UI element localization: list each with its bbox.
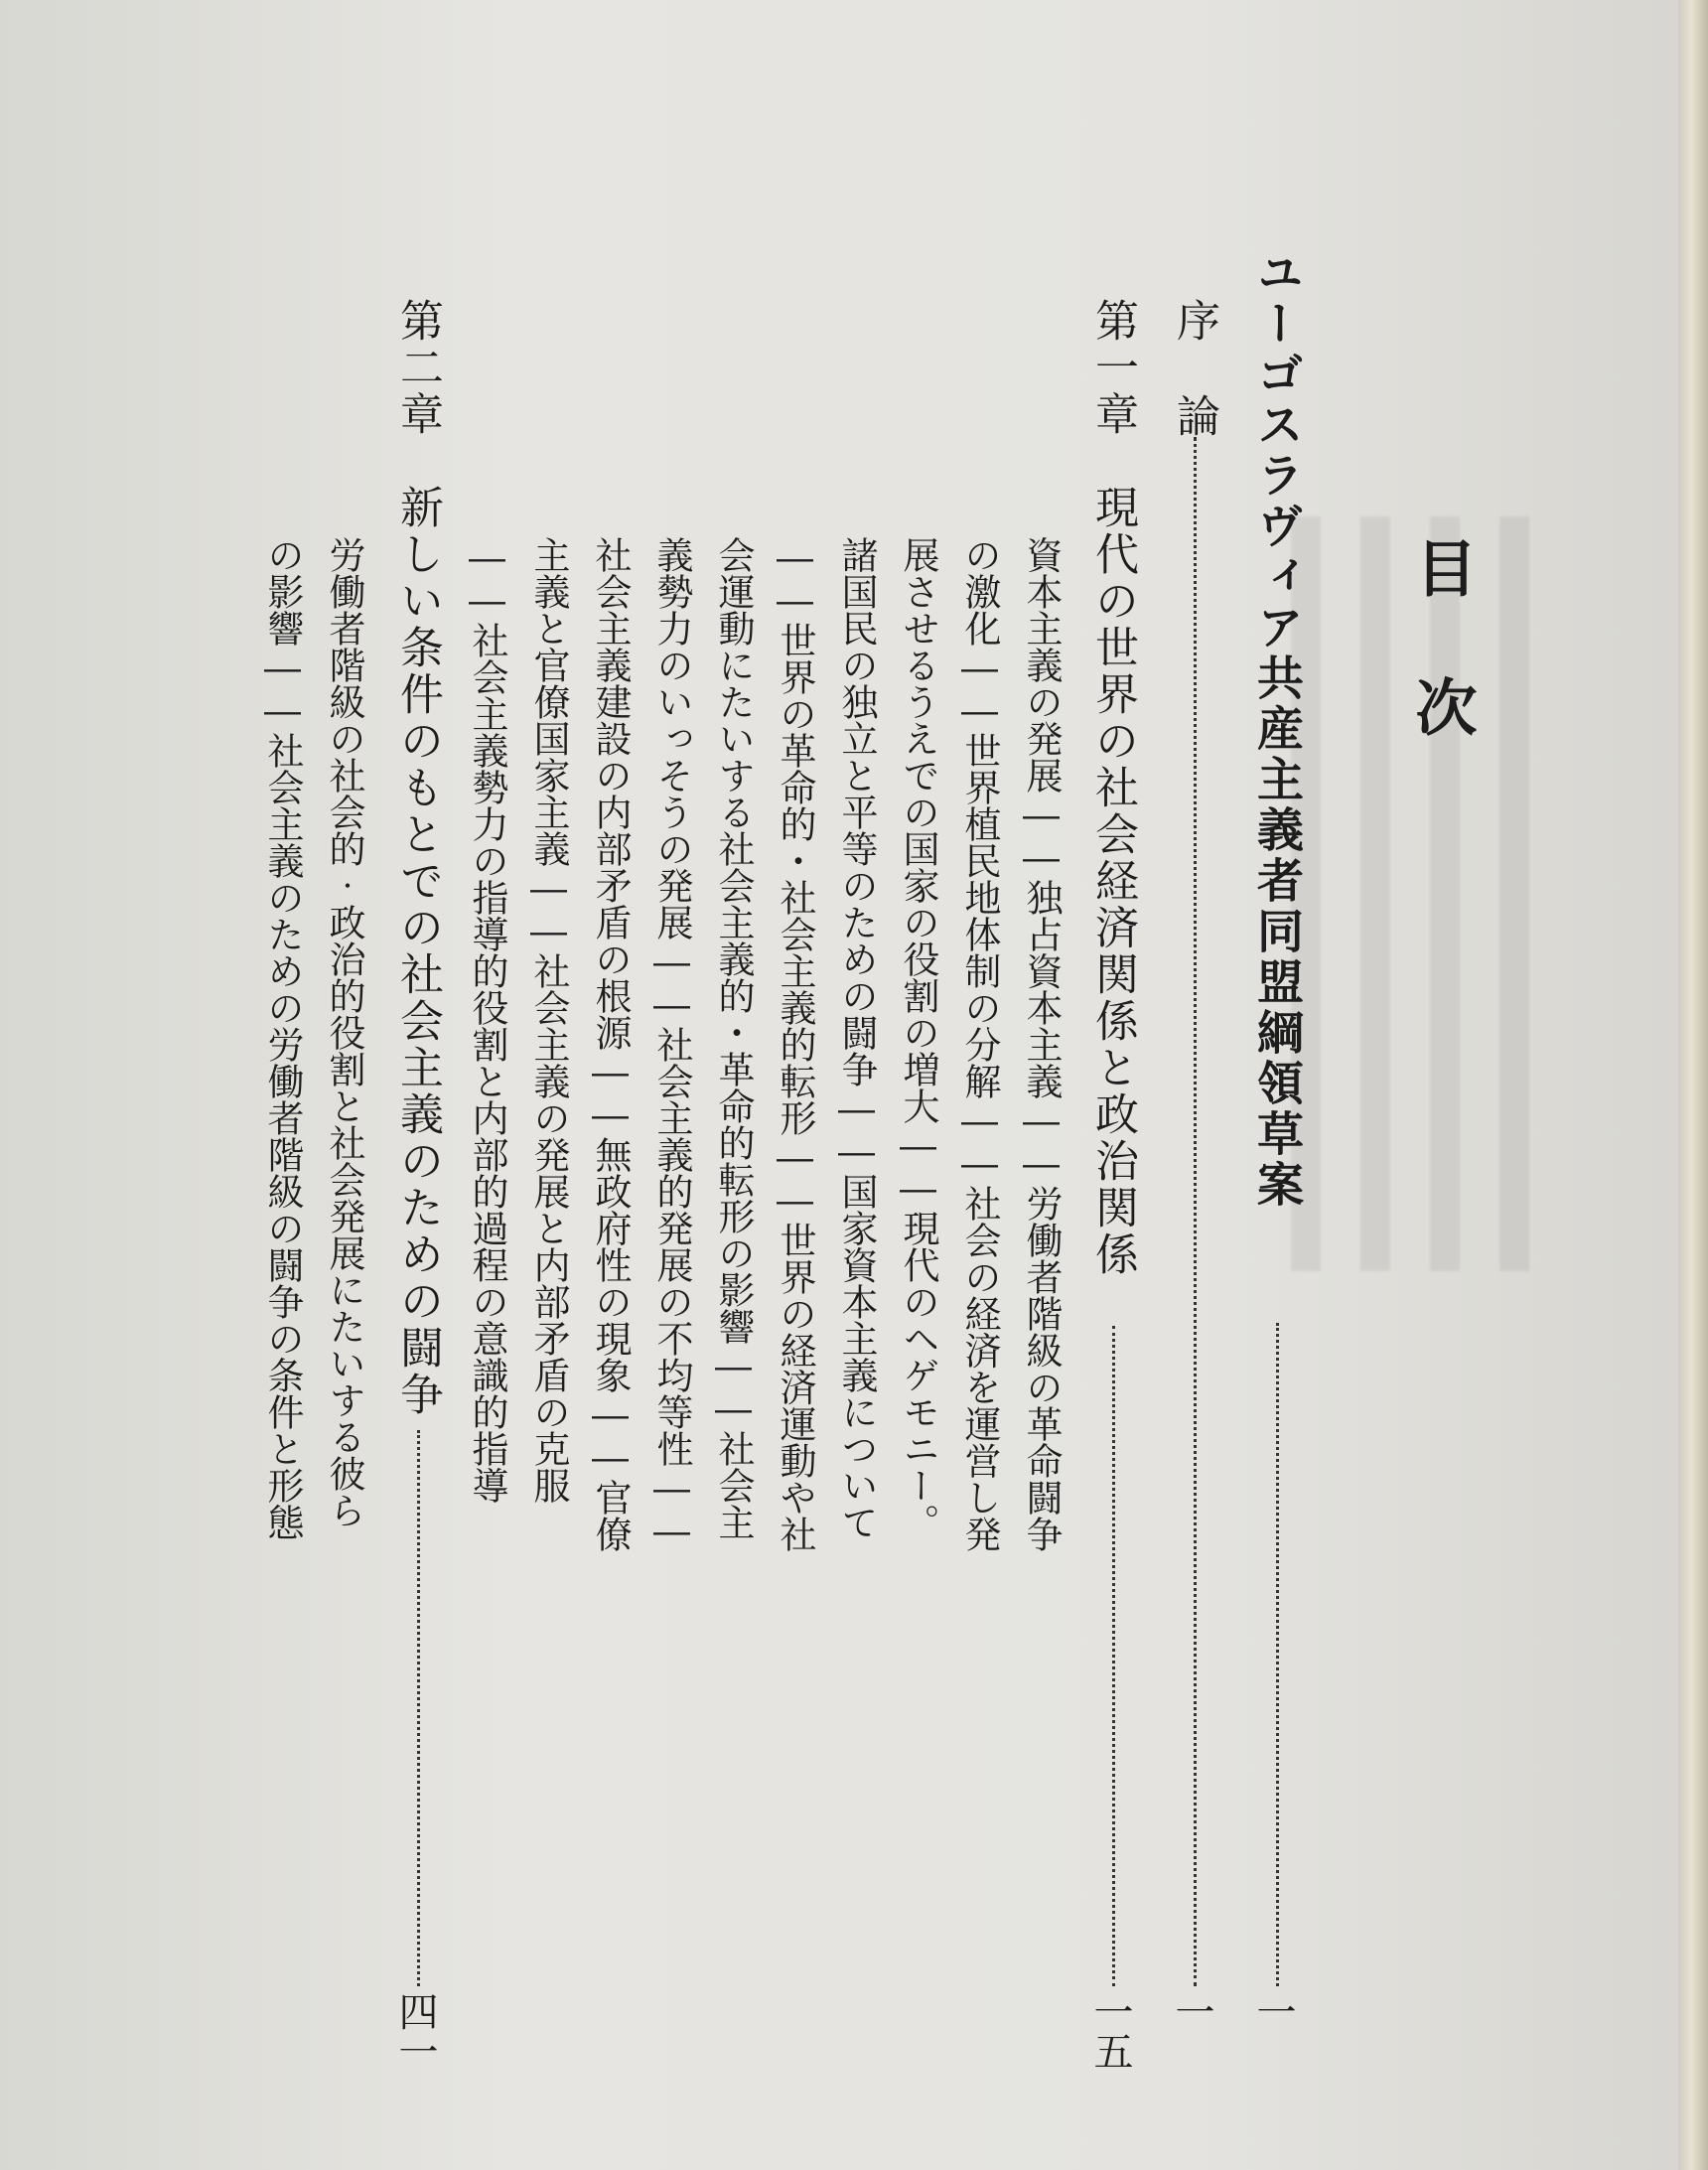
summary-line: 義勢力のいっそうの発展――社会主義的発展の不均等性―― <box>650 536 693 1552</box>
toc-entry-page: 一 <box>1169 1991 1214 2031</box>
toc-entry-title: 序 論 <box>1169 298 1219 441</box>
summary-line: 会運動にたいする社会主義的・革命的転形の影響――社会主 <box>712 536 755 1540</box>
dot-leader <box>1112 1326 1115 1986</box>
summary-line: 資本主義の発展――独占資本主義――労働者階級の革命闘争 <box>1020 536 1063 1552</box>
summary-line: 主義と官僚国家主義――社会主義の発展と内部矛盾の克服 <box>527 536 570 1504</box>
summary-line: の激化――世界植民地体制の分解――社会の経済を運営し発 <box>958 536 1001 1552</box>
summary-line: 諸国民の独立と平等のための闘争――国家資本主義について <box>835 536 878 1540</box>
summary-line: 社会主義建設の内部矛盾の根源――無政府性の現象――官僚 <box>589 536 632 1552</box>
toc-entry-title: 第二章 新しい条件のもとでの社会主義のための闘争 <box>392 298 443 1418</box>
summary-line: 展させるうえでの国家の役割の増大――現代のヘゲモニー。 <box>897 536 939 1540</box>
toc-entry-title: ユーゴスラヴィア共産主義者同盟綱領草案 <box>1249 248 1304 1211</box>
summary-line: ――世界の革命的・社会主義的転形――世界の経済運動や社 <box>774 536 816 1552</box>
toc-entry-page: 一五 <box>1087 1991 1133 2071</box>
dot-leader <box>1194 437 1197 1986</box>
summary-line: の影響――社会主義のための労働者階級の闘争の条件と形態 <box>261 536 304 1540</box>
dot-leader <box>1276 1323 1279 1986</box>
toc-heading: 目 次 <box>1405 536 1478 745</box>
page-edge <box>1678 0 1708 2170</box>
toc-entry-title: 第一章 現代の世界の社会経済関係と政治関係 <box>1087 298 1138 1278</box>
dot-leader <box>417 1430 420 1986</box>
toc-entry-page: 一 <box>1250 1991 1296 2031</box>
summary-line: ――社会主義勢力の指導的役割と内部的過程の意識的指導 <box>466 536 508 1504</box>
summary-line: 労働者階級の社会的‧政治的役割と社会発展にたいする彼ら <box>323 536 365 1528</box>
toc-entry-page: 四一 <box>392 1991 438 2071</box>
